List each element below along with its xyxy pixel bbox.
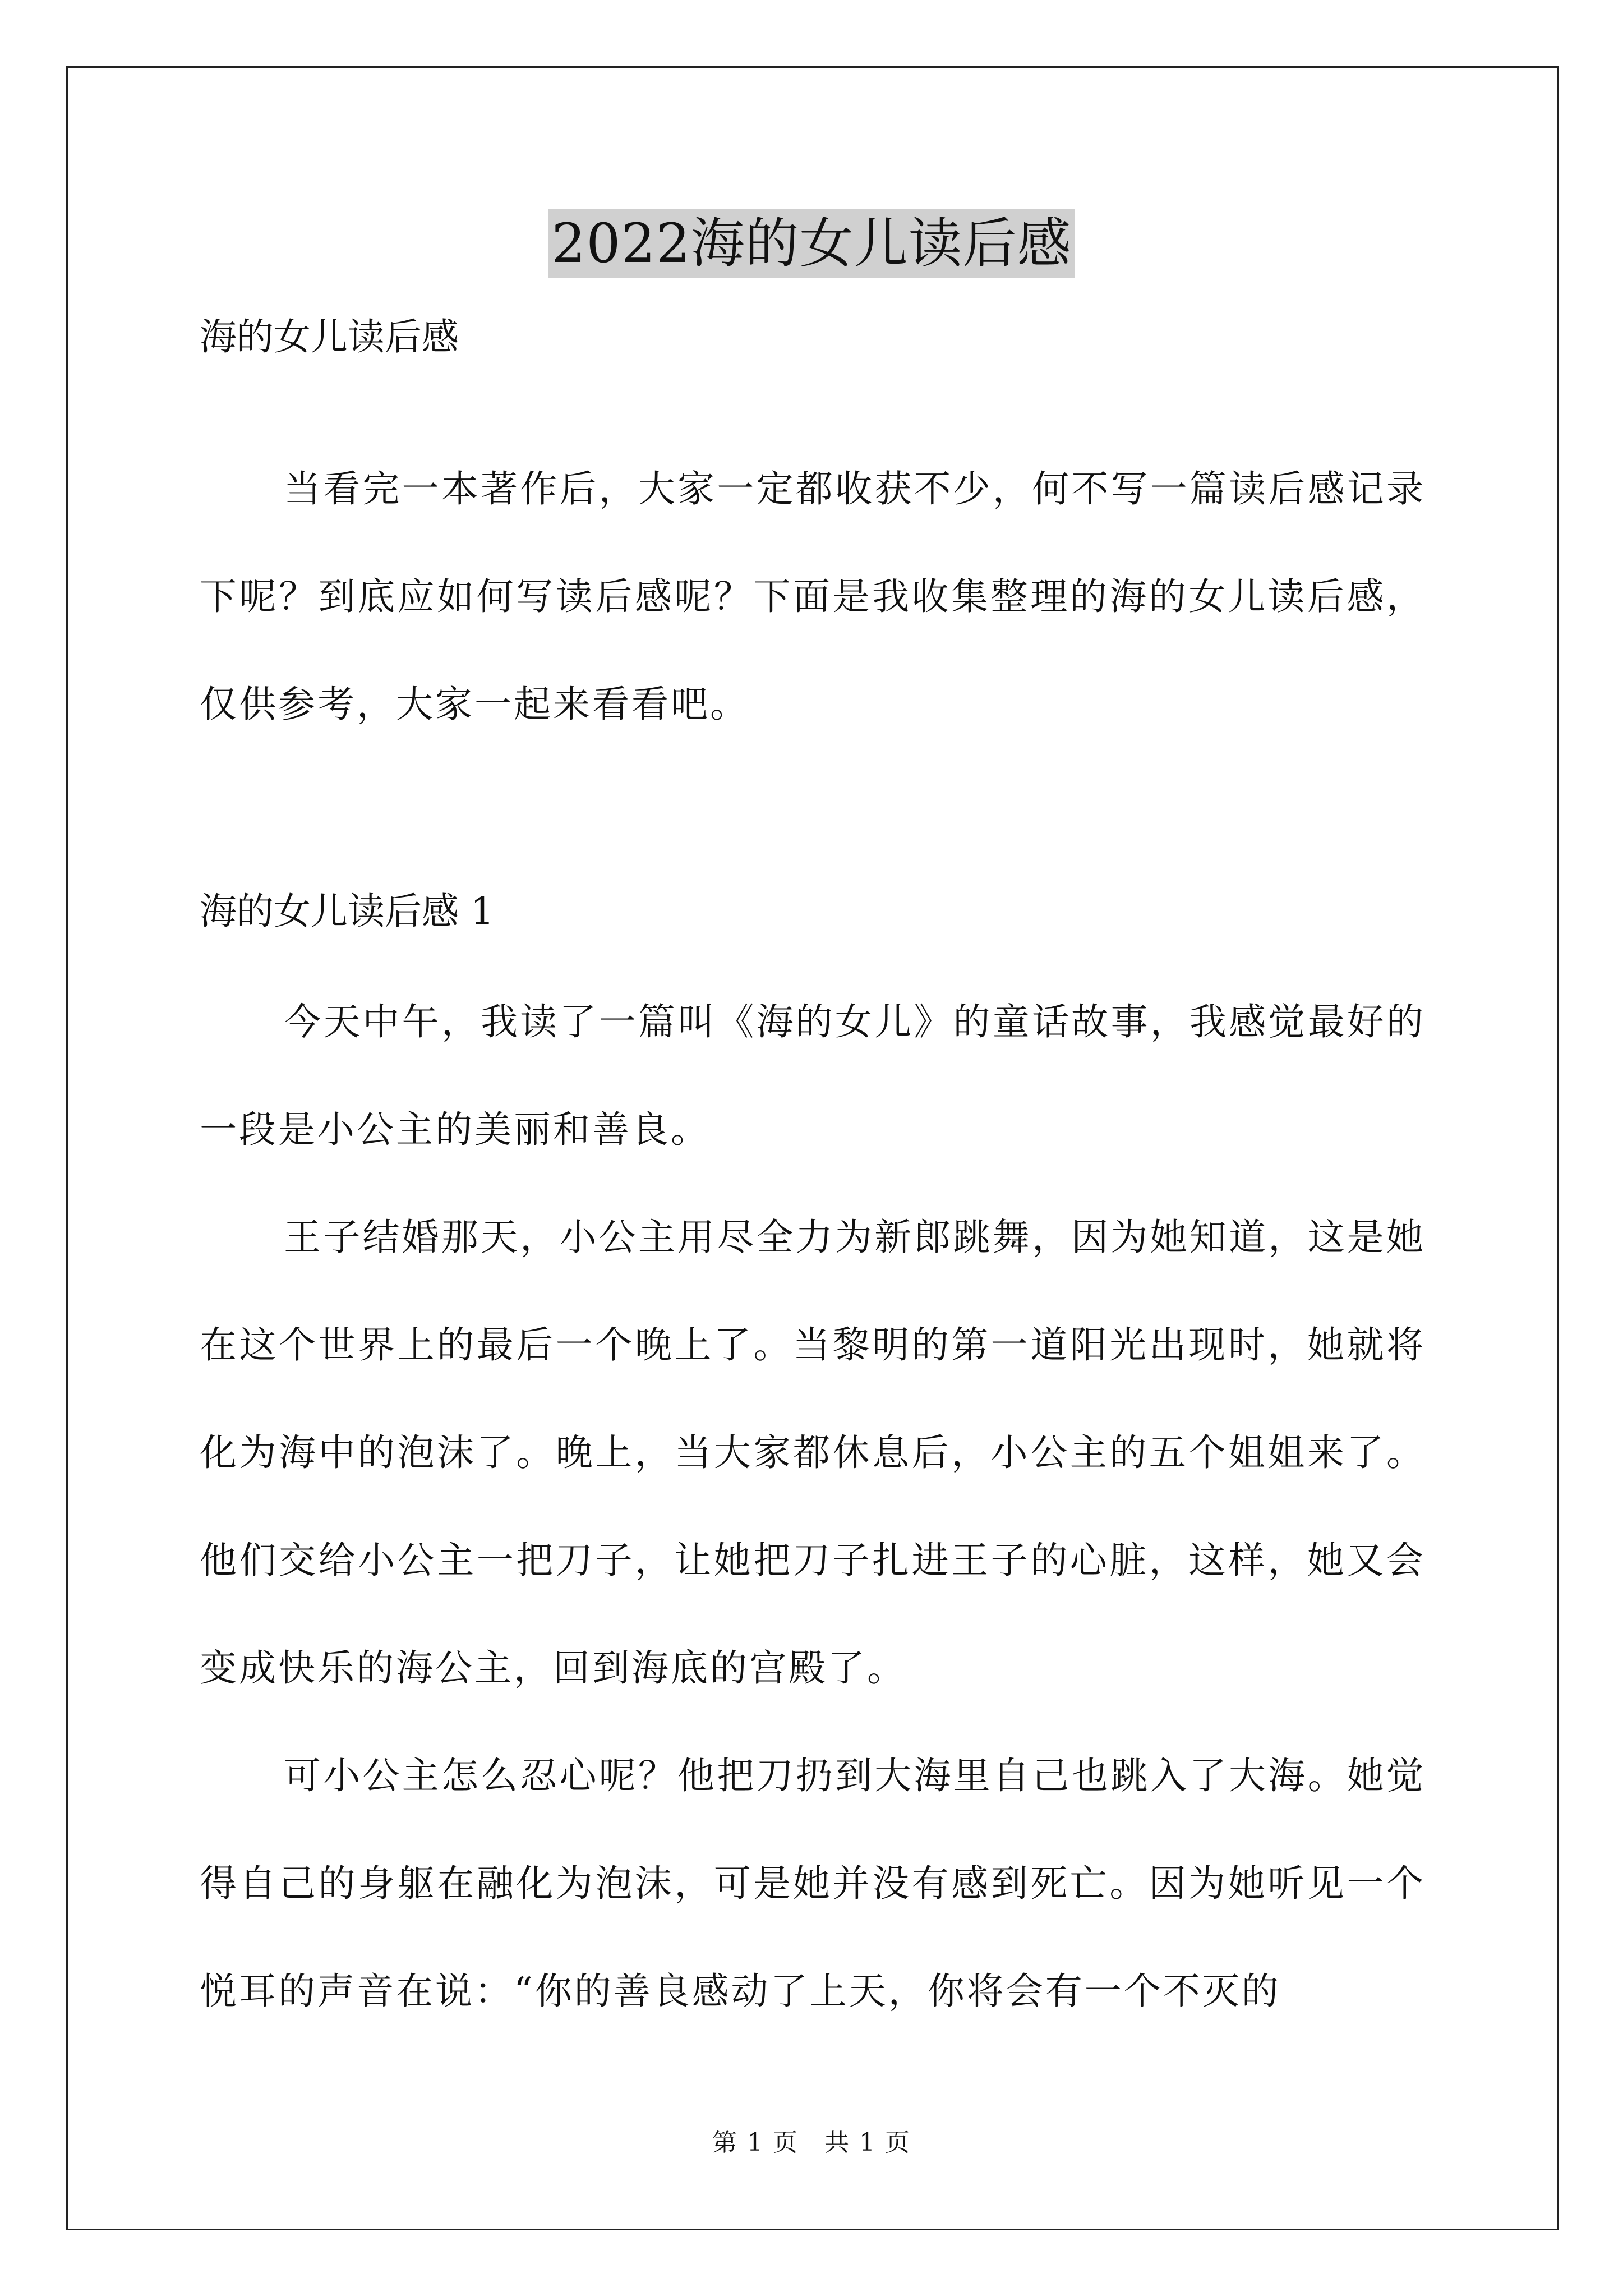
intro-paragraph: 当看完一本著作后，大家一定都收获不少，何不写一篇读后感记录下呢？到底应如何写读后感呢？下面是我收集整理的海的女儿读后感，仅供参考，大家一起来看看吧。 (200, 467, 1426, 726)
body-paragraph-1: 今天中午，我读了一篇叫《海的女儿》的童话故事，我感觉最好的一段是小公主的美丽和善良。 (200, 1000, 1426, 1151)
intro-heading: 海的女儿读后感 (200, 315, 459, 358)
body-paragraph-3: 可小公主怎么忍心呢？他把刀扔到大海里自己也跳入了大海。她觉得自己的身躯在融化为泡沫，可是她并没有感到死亡。因为她听见一个悦耳的声音在说：“你的善良感动了上天，你将会有一个不灭的 (200, 1754, 1426, 2013)
page-footer: 第 1 页 共 1 页 (712, 2128, 911, 2157)
section-heading: 海的女儿读后感 1 (200, 890, 494, 933)
document-title: 2022海的女儿读后感 (548, 209, 1075, 278)
body-paragraph-2: 王子结婚那天，小公主用尽全力为新郎跳舞，因为她知道，这是她在这个世界上的最后一个晚上了。当黎明的第一道阳光出现时，她就将化为海中的泡沫了。晚上，当大家都休息后，小公主的五个姐姐来了。他们交给小公主一把刀子，让她把刀子扎进王子的心脏，这样，她又会变成快乐的海公主，回到海底的宫殿了。 (200, 1216, 1426, 1690)
title-container (0, 209, 1623, 278)
